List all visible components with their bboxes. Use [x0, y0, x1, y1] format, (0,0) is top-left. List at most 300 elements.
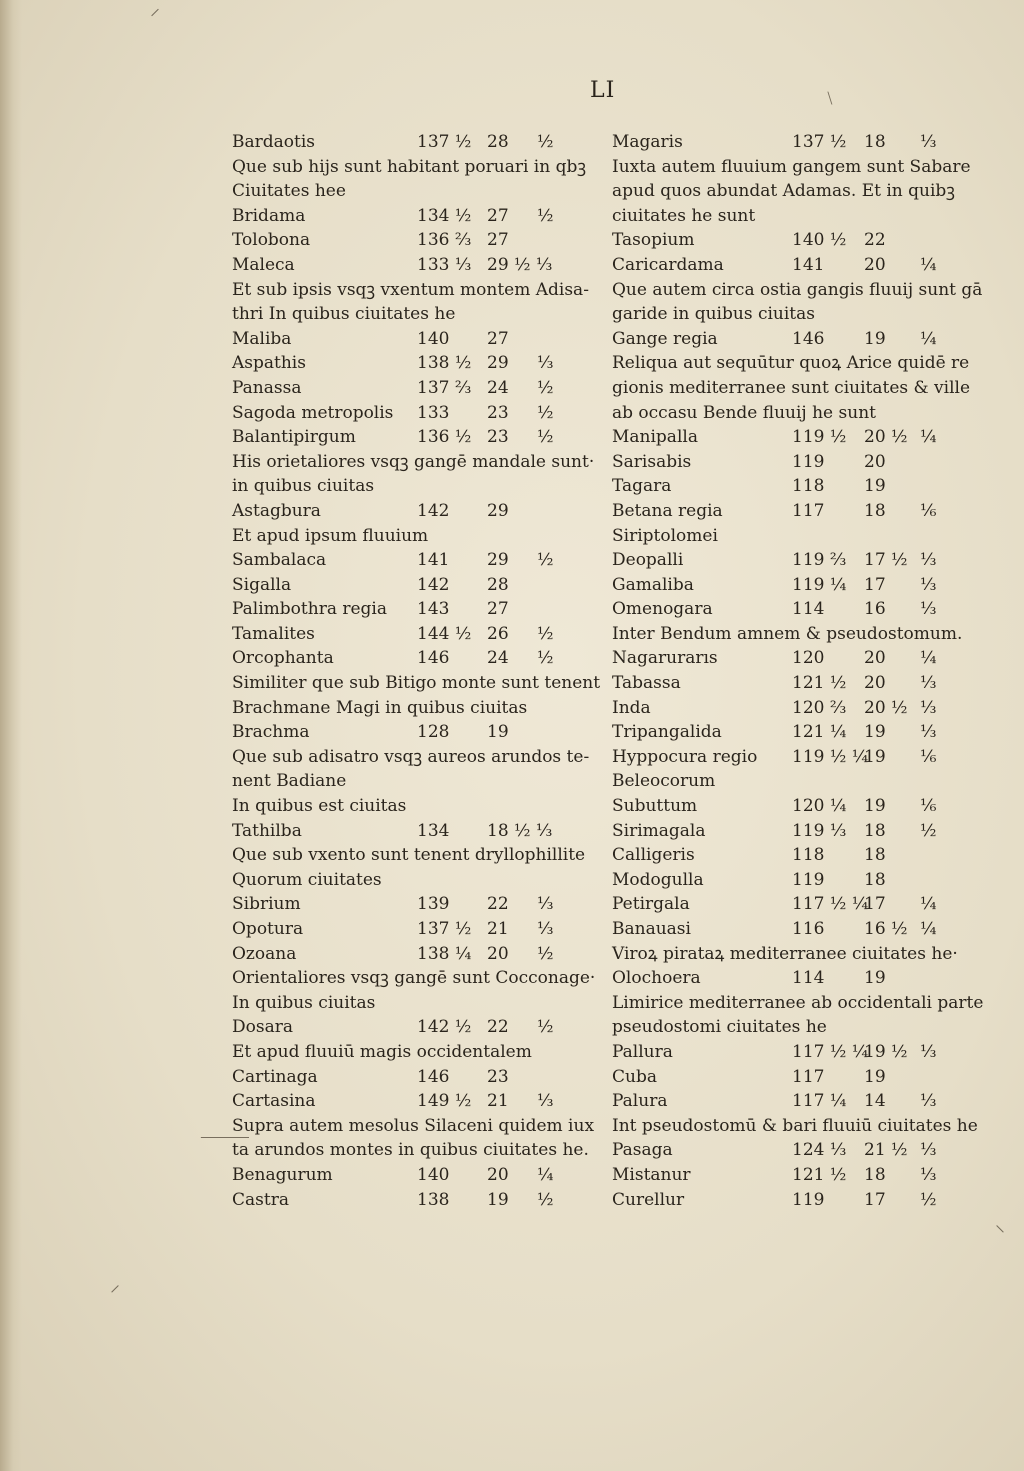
text-line: pseudostomi ciuitates he [612, 1017, 827, 1038]
longitude: 140 [417, 328, 450, 349]
longitude: 119 [792, 869, 825, 890]
place-name: Benagurum [232, 1164, 333, 1185]
fraction [537, 720, 577, 745]
longitude: 119 ¼ [792, 574, 847, 595]
fraction: ½ [537, 550, 554, 571]
latitude: 16 [864, 599, 886, 620]
fraction: ⅓ [920, 1164, 937, 1185]
place-name: Astagbura [232, 500, 321, 521]
longitude: 116 [792, 919, 825, 939]
longitude: 134 ½ [417, 205, 472, 226]
longitude [792, 524, 864, 549]
longitude: 121 ¼ [792, 722, 847, 743]
place-entry [612, 671, 962, 696]
longitude: 139 [417, 894, 450, 915]
place-entry [232, 646, 577, 671]
latitude: 19 [864, 1066, 886, 1087]
place-entry [232, 892, 577, 917]
right-column [612, 130, 984, 1212]
place-name: Siriptolomei [612, 525, 718, 546]
latitude: 17 ½ [864, 550, 908, 571]
fraction: ½ [537, 205, 554, 226]
place-name: Cartasina [232, 1091, 316, 1112]
latitude: 17 [864, 894, 886, 915]
fraction [920, 868, 960, 893]
place-name: Mistanur [612, 1164, 691, 1185]
longitude: 138 ¼ [417, 943, 472, 964]
place-entry [232, 204, 577, 229]
fraction: ¼ [920, 919, 937, 939]
text-line: apud quos abundat Adamas. Et in quibꝫ [612, 181, 955, 202]
latitude: 20 [487, 943, 509, 964]
text-line: Viroꝝ pirataꝝ mediterranee ciuitates he· [612, 943, 958, 964]
place-entry [232, 573, 577, 598]
longitude: 146 [417, 1066, 450, 1087]
longitude: 117 ¼ [792, 1091, 847, 1112]
text-line: Que sub hijs sunt habitant poruari in qbꝫ [232, 156, 587, 177]
longitude: 137 ⅔ [417, 377, 472, 398]
fraction: ⅓ [920, 599, 937, 620]
longitude: 124 ⅓ [792, 1140, 847, 1161]
latitude: 17 [864, 574, 886, 595]
fraction [537, 253, 577, 278]
place-name: Sigalla [232, 574, 292, 595]
place-entry [232, 228, 577, 253]
place-name: Dosara [232, 1017, 293, 1038]
longitude: 141 [417, 550, 450, 571]
place-entry [612, 892, 962, 917]
place-name: Gange regia [612, 328, 718, 349]
longitude: 117 [792, 500, 825, 521]
place-entry [612, 868, 962, 893]
latitude: 23 [487, 427, 509, 448]
place-name: Palura [612, 1091, 668, 1112]
fraction: ⅓ [920, 1140, 937, 1161]
latitude: 18 [864, 1164, 886, 1185]
fraction: ⅓ [920, 132, 937, 152]
text-line: Limirice mediterranee ab occidentali parte [612, 992, 984, 1013]
place-entry [612, 769, 962, 794]
place-entry [612, 966, 962, 991]
place-name: Tathilba [232, 820, 302, 841]
place-entry [232, 622, 577, 647]
place-name: Tagara [612, 476, 672, 497]
place-name: Modogulla [612, 869, 704, 890]
longitude: 142 ½ [417, 1017, 472, 1038]
place-name: Inda [612, 697, 651, 718]
place-entry [612, 917, 962, 942]
place-name: Subuttum [612, 796, 698, 817]
fraction: ½ [537, 427, 554, 448]
place-entry [232, 499, 577, 524]
fraction: ¼ [920, 894, 937, 915]
latitude: 27 [487, 205, 509, 226]
place-name: Tabassa [612, 673, 681, 694]
place-name: Cartinaga [232, 1066, 318, 1087]
place-name: Tasopium [612, 230, 695, 251]
place-name: Beleocorum [612, 771, 716, 792]
fraction [537, 499, 577, 524]
fraction: ⅙ [920, 746, 937, 767]
text-line: Que autem circa ostia gangis fluuij sunt gā [612, 279, 983, 300]
longitude: 119 ½ [792, 427, 847, 448]
latitude: 20 ½ [864, 697, 908, 718]
latitude: 22 [487, 1017, 509, 1038]
latitude: 18 ½ ⅓ [487, 820, 553, 841]
fraction: ⅙ [920, 796, 937, 817]
text-line: Iuxta autem fluuium gangem sunt Sabare [612, 156, 971, 177]
ink-mark: ⸝ [110, 1272, 120, 1296]
text-line: Brachmane Magi in quibus ciuitas [232, 697, 528, 718]
longitude: 137 ½ [417, 919, 472, 939]
fraction [537, 597, 577, 622]
place-name: Calligeris [612, 845, 695, 866]
ink-mark: ⸜ [995, 1212, 1005, 1236]
place-name: Panassa [232, 377, 302, 398]
latitude: 24 [487, 377, 509, 398]
text-line: ciuitates he sunt [612, 205, 756, 226]
latitude: 20 [864, 254, 886, 275]
latitude: 29 [487, 550, 509, 571]
fraction: ⅓ [920, 697, 937, 718]
latitude [864, 524, 920, 549]
text-line: Inter Bendum amnem & pseudostomum. [612, 623, 963, 644]
latitude: 18 [864, 845, 886, 866]
fraction: ⅓ [537, 919, 554, 939]
fraction: ⅙ [920, 500, 937, 521]
place-name: Maliba [232, 328, 292, 349]
place-name: Olochoera [612, 968, 701, 989]
place-entry [612, 548, 962, 573]
text-line: garide in quibus ciuitas [612, 304, 815, 325]
place-entry [612, 253, 962, 278]
latitude: 29 [487, 353, 509, 374]
fraction: ¼ [920, 254, 937, 275]
longitude: 142 [417, 500, 450, 521]
latitude: 16 ½ [864, 919, 908, 939]
place-entry [612, 524, 962, 549]
place-name: Sambalaca [232, 550, 327, 571]
longitude: 146 [417, 648, 450, 669]
longitude: 134 [417, 820, 450, 841]
latitude: 27 [487, 230, 509, 251]
place-entry [612, 646, 962, 671]
fraction [537, 819, 577, 844]
latitude: 19 [864, 476, 886, 497]
place-entry [612, 1065, 962, 1090]
fraction [920, 450, 960, 475]
fraction: ½ [537, 377, 554, 398]
text-line: Similiter que sub Bitigo monte sunt tenent [232, 673, 601, 694]
place-name: Petirgala [612, 894, 690, 915]
text-line: gionis mediterranee sunt ciuitates & ville [612, 377, 971, 398]
longitude: 114 [792, 968, 825, 989]
longitude: 119 [792, 1189, 825, 1210]
fraction: ½ [537, 648, 554, 669]
longitude: 137 ½ [792, 132, 847, 152]
latitude: 19 [864, 328, 886, 349]
longitude: 114 [792, 599, 825, 620]
binding-gutter [0, 0, 22, 1471]
latitude: 27 [487, 328, 509, 349]
latitude: 26 [487, 623, 509, 644]
latitude: 19 [864, 796, 886, 817]
place-name: Tolobona [232, 230, 311, 251]
place-name: Gamaliba [612, 574, 694, 595]
fraction: ½ [537, 943, 554, 964]
latitude: 23 [487, 1066, 509, 1087]
text-line: Que sub adisatro vsqꝫ aureos arundos te- [232, 746, 590, 767]
left-column [232, 130, 601, 1212]
place-entry [612, 843, 962, 868]
longitude: 120 [792, 648, 825, 669]
place-name: Omenogara [612, 599, 713, 620]
place-entry [612, 499, 962, 524]
longitude: 119 [792, 451, 825, 472]
fraction [920, 966, 960, 991]
fraction: ½ [537, 402, 554, 423]
place-name: Pallura [612, 1041, 673, 1062]
longitude: 140 [417, 1164, 450, 1185]
text-line: Et apud ipsum fluuium [232, 525, 429, 546]
place-name: Banauasi [612, 919, 691, 939]
latitude: 19 ½ [864, 1041, 908, 1062]
fraction: ½ [537, 132, 554, 152]
place-entry [612, 425, 962, 450]
text-line: thri In quibus ciuitates he [232, 304, 456, 325]
fraction: ½ [920, 820, 937, 841]
place-name: Pasaga [612, 1140, 673, 1161]
place-name: Magaris [612, 132, 683, 152]
place-entry [232, 401, 577, 426]
text-line: In quibus ciuitas [232, 992, 376, 1013]
longitude: 138 ½ [417, 353, 472, 374]
fraction [537, 327, 577, 352]
place-name: Bardaotis [232, 132, 315, 152]
latitude: 19 [864, 722, 886, 743]
longitude: 140 ½ [792, 230, 847, 251]
text-line: in quibus ciuitas [232, 476, 375, 497]
place-entry [612, 1163, 962, 1188]
place-entry [232, 1163, 577, 1188]
fraction [920, 228, 960, 253]
longitude: 117 ½ ¼ [792, 1041, 869, 1062]
latitude: 29 ½ ⅓ [487, 254, 553, 275]
text-line: Et sub ipsis vsqꝫ vxentum montem Adisa- [232, 279, 589, 300]
place-entry [612, 474, 962, 499]
place-entry [232, 720, 577, 745]
fraction: ¼ [920, 648, 937, 669]
place-entry [612, 794, 962, 819]
longitude: 142 [417, 574, 450, 595]
place-entry [232, 819, 577, 844]
place-name: Ozoana [232, 943, 297, 964]
longitude: 120 ⅔ [792, 697, 847, 718]
place-name: Caricardama [612, 254, 724, 275]
place-entry [232, 130, 577, 155]
text-line: His orietaliores vsqꝫ gangē mandale sunt· [232, 451, 595, 472]
place-name: Sarisabis [612, 451, 692, 472]
text-line: Et apud fluuiū magis occidentalem [232, 1041, 532, 1062]
longitude [792, 769, 864, 794]
latitude: 23 [487, 402, 509, 423]
fraction: ¼ [920, 427, 937, 448]
place-entry [612, 1188, 962, 1213]
place-entry [232, 1015, 577, 1040]
longitude: 119 ⅔ [792, 550, 847, 571]
place-entry [232, 1089, 577, 1114]
fraction [920, 843, 960, 868]
latitude: 21 ½ [864, 1140, 908, 1161]
place-entry [232, 942, 577, 967]
place-entry [612, 573, 962, 598]
longitude: 133 ⅓ [417, 254, 472, 275]
text-line: Supra autem mesolus Silaceni quidem iux [232, 1115, 595, 1136]
place-name: Nagarurarıs [612, 648, 718, 669]
ink-mark: ⸻ [200, 1124, 250, 1148]
latitude: 20 [864, 451, 886, 472]
text-line: Orientaliores vsqꝫ gangē sunt Cocconage· [232, 968, 596, 989]
place-entry [612, 327, 962, 352]
place-name: Tripangalida [612, 722, 722, 743]
fraction: ⅓ [537, 1091, 554, 1112]
latitude: 18 [864, 500, 886, 521]
latitude: 21 [487, 1091, 509, 1112]
place-entry [612, 696, 962, 721]
fraction [920, 524, 960, 549]
fraction: ½ [920, 1189, 937, 1210]
text-line: ta arundos montes in quibus ciuitates he. [232, 1140, 589, 1161]
fraction: ⅓ [537, 353, 554, 374]
place-entry [232, 253, 577, 278]
ink-mark: ﹨ [820, 84, 840, 108]
place-name: Palimbothra regia [232, 599, 388, 620]
place-entry [612, 819, 962, 844]
latitude: 19 [487, 1189, 509, 1210]
longitude: 119 ½ ¼ [792, 746, 869, 767]
place-name: Brachma [232, 722, 310, 743]
fraction: ⅓ [920, 1091, 937, 1112]
place-entry [612, 1138, 962, 1163]
place-name: Deopalli [612, 550, 684, 571]
place-entry [232, 327, 577, 352]
place-entry [232, 548, 577, 573]
text-line: Que sub vxento sunt tenent dryllophillite [232, 845, 586, 866]
fraction: ⅓ [920, 722, 937, 743]
fraction: ⅓ [920, 673, 937, 694]
place-name: Aspathis [232, 353, 306, 374]
latitude [864, 769, 920, 794]
place-name: Bridama [232, 205, 306, 226]
fraction: ⅓ [920, 574, 937, 595]
place-entry [232, 376, 577, 401]
longitude: 144 ½ [417, 623, 472, 644]
place-name: Sibrium [232, 894, 301, 915]
fraction: ⅓ [920, 1041, 937, 1062]
place-name: Curellur [612, 1189, 685, 1210]
longitude: 133 [417, 402, 450, 423]
place-name: Sagoda metropolis [232, 402, 394, 423]
text-line: Ciuitates hee [232, 181, 346, 202]
latitude: 20 [864, 648, 886, 669]
longitude: 141 [792, 254, 825, 275]
longitude: 117 [792, 1066, 825, 1087]
place-name: Cuba [612, 1066, 657, 1087]
place-name: Sirimagala [612, 820, 706, 841]
text-line: Reliqua aut sequūtur quoꝝ Arice quidē re [612, 353, 970, 374]
fraction: ¼ [537, 1164, 554, 1185]
longitude: 121 ½ [792, 673, 847, 694]
fraction: ⅓ [537, 894, 554, 915]
latitude: 18 [864, 869, 886, 890]
place-name: Opotura [232, 919, 304, 939]
longitude: 137 ½ [417, 132, 472, 152]
fraction [537, 573, 577, 598]
place-name: Maleca [232, 254, 295, 275]
place-entry [612, 1040, 962, 1065]
text-line: Int pseudostomū & bari fluuiū ciuitates he [612, 1115, 978, 1136]
place-entry [232, 1188, 577, 1213]
place-name: Manipalla [612, 427, 698, 448]
longitude: 136 ½ [417, 427, 472, 448]
latitude: 18 [864, 132, 886, 152]
latitude: 28 [487, 574, 509, 595]
place-name: Betana regia [612, 500, 723, 521]
place-entry [232, 597, 577, 622]
place-name: Orcophanta [232, 648, 334, 669]
fraction [920, 769, 960, 794]
longitude: 146 [792, 328, 825, 349]
longitude: 119 ⅓ [792, 820, 847, 841]
fraction: ⅓ [920, 550, 937, 571]
latitude: 14 [864, 1091, 886, 1112]
place-entry [232, 425, 577, 450]
place-name: Castra [232, 1189, 289, 1210]
latitude: 19 [864, 968, 886, 989]
text-line: ab occasu Bende fluuij he sunt [612, 402, 876, 423]
latitude: 20 ½ [864, 427, 908, 448]
text-line: In quibus est ciuitas [232, 796, 407, 817]
latitude: 20 [487, 1164, 509, 1185]
place-name: Tamalites [232, 623, 315, 644]
latitude: 22 [487, 894, 509, 915]
longitude: 117 ½ ¼ [792, 894, 869, 915]
place-name: Hyppocura regio [612, 746, 758, 767]
longitude: 128 [417, 722, 450, 743]
place-entry [232, 351, 577, 376]
latitude: 28 [487, 132, 509, 152]
ink-mark: ⸍ [150, 4, 160, 28]
folio-number: LI [590, 78, 616, 103]
place-entry [612, 450, 962, 475]
latitude: 21 [487, 919, 509, 939]
longitude: 118 [792, 845, 825, 866]
latitude: 20 [864, 673, 886, 694]
longitude: 136 ⅔ [417, 230, 472, 251]
place-entry [612, 720, 962, 745]
fraction [920, 1065, 960, 1090]
latitude: 27 [487, 599, 509, 620]
place-entry [612, 1089, 962, 1114]
text-line: nent Badiane [232, 771, 347, 792]
longitude: 121 ½ [792, 1164, 847, 1185]
latitude: 19 [864, 746, 886, 767]
fraction: ¼ [920, 328, 937, 349]
latitude: 18 [864, 820, 886, 841]
fraction: ½ [537, 1189, 554, 1210]
place-entry [612, 130, 962, 155]
place-entry [612, 745, 962, 770]
